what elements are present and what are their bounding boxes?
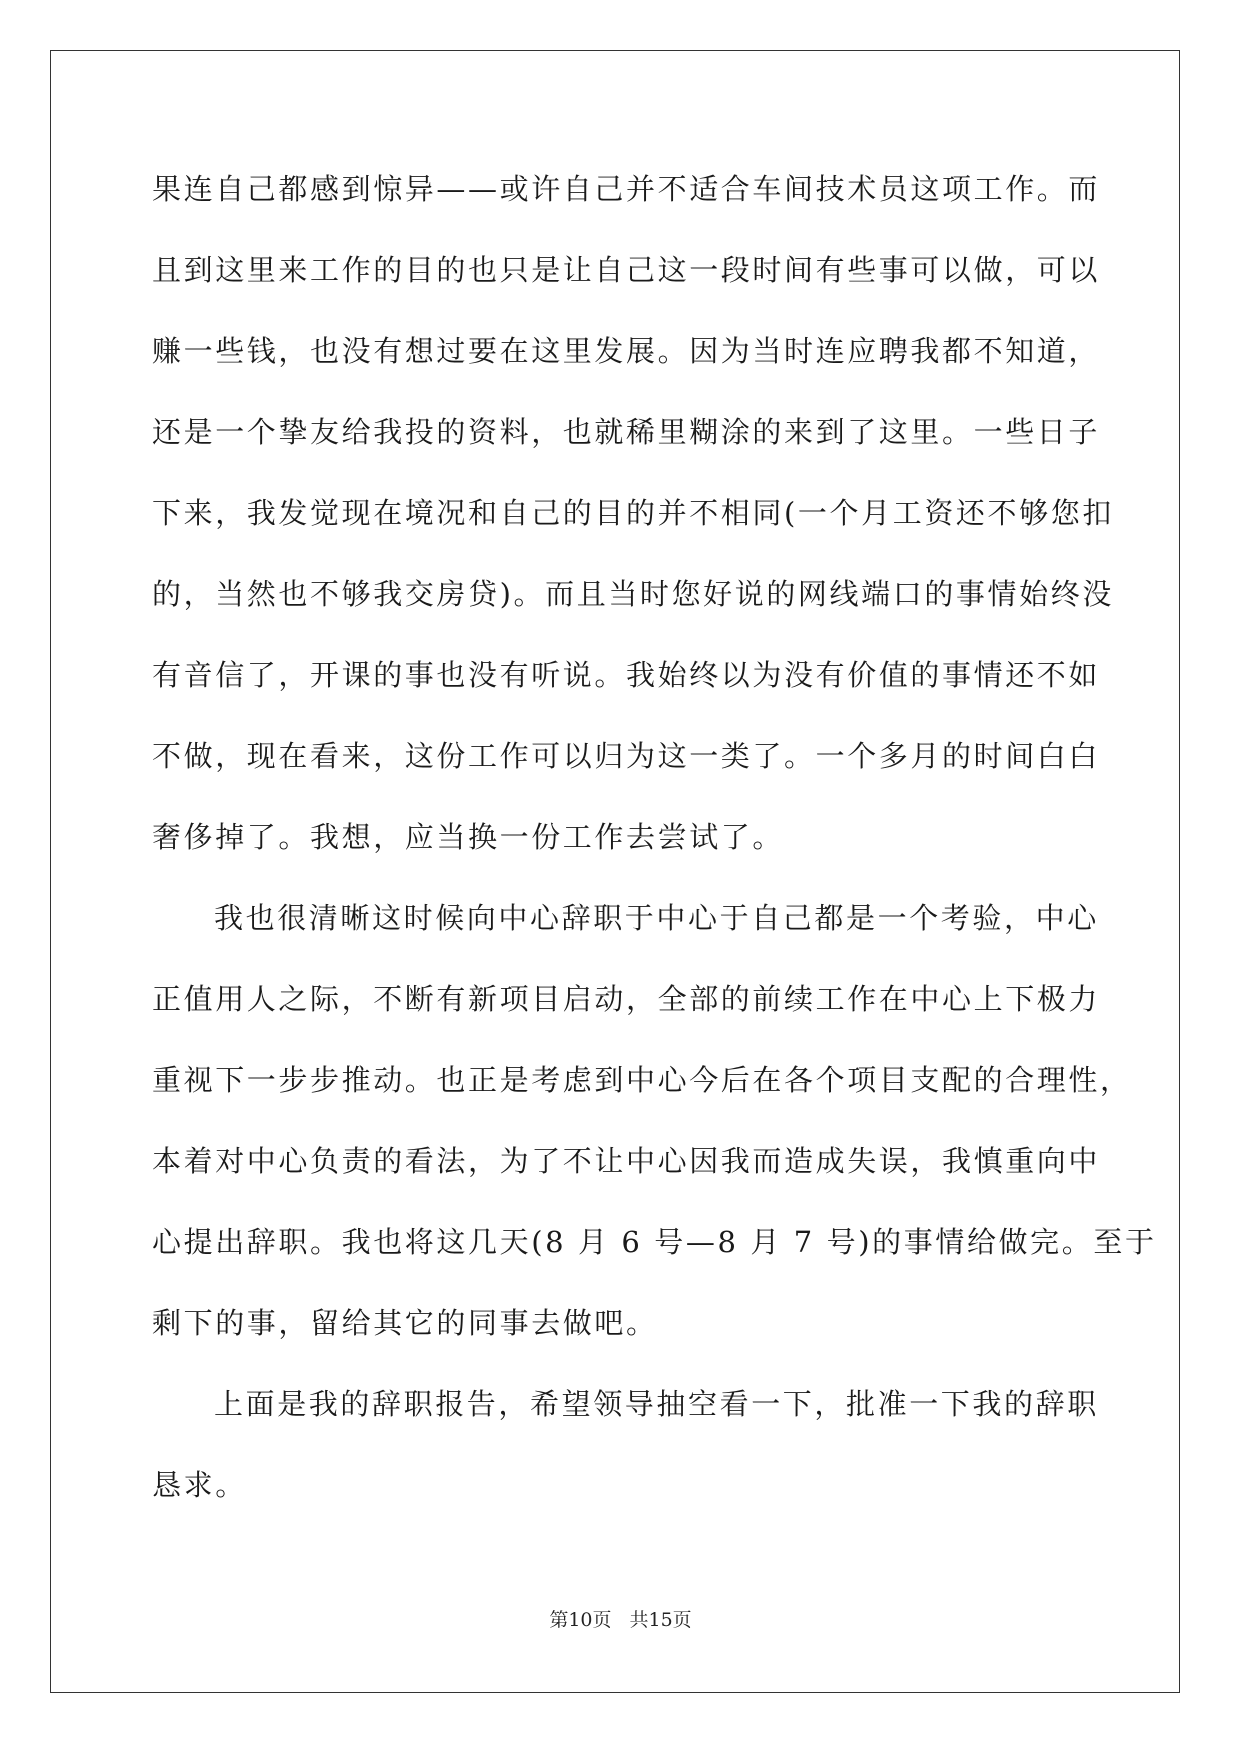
text-line: 且到这里来工作的目的也只是让自己这一段时间有些事可以做，可以: [152, 253, 1101, 287]
text-line: 重视下一步步推动。也正是考虑到中心今后在各个项目支配的合理性，: [152, 1063, 1132, 1097]
text-line: 剩下的事，留给其它的同事去做吧。: [152, 1306, 658, 1340]
text-line: 不做，现在看来，这份工作可以归为这一类了。一个多月的时间白白: [152, 739, 1101, 773]
document-body: [152, 160, 1157, 1537]
text-line: 正值用人之际，不断有新项目启动，全部的前续工作在中心上下极力: [152, 982, 1101, 1016]
page-footer: [0, 1605, 1241, 1632]
text-line: 有音信了，开课的事也没有听说。我始终以为没有价值的事情还不如: [152, 658, 1101, 692]
text-line: 心提出辞职。我也将这几天(8 月 6 号—8 月 7 号)的事情给做完。至于: [152, 1225, 1157, 1259]
text-line: 本着对中心负责的看法，为了不让中心因我而造成失误，我慎重向中: [152, 1144, 1101, 1178]
text-line: 的，当然也不够我交房贷)。而且当时您好说的网线端口的事情始终没: [152, 577, 1114, 611]
paragraph-start-line: 上面是我的辞职报告，希望领导抽空看一下，批准一下我的辞职: [214, 1387, 1099, 1421]
text-line: 下来，我发觉现在境况和自己的目的并不相同(一个月工资还不够您扣: [152, 496, 1114, 530]
total-pages-label: 共15页: [629, 1609, 692, 1631]
text-line: 果连自己都感到惊异——或许自己并不适合车间技术员这项工作。而: [152, 172, 1101, 206]
text-line: 奢侈掉了。我想，应当换一份工作去尝试了。: [152, 820, 785, 854]
paragraph-start-line: 我也很清晰这时候向中心辞职于中心于自己都是一个考验，中心: [214, 901, 1099, 935]
text-line: 还是一个挚友给我投的资料，也就稀里糊涂的来到了这里。一些日子: [152, 415, 1101, 449]
current-page-label: 第10页: [549, 1609, 612, 1631]
text-line: 赚一些钱，也没有想过要在这里发展。因为当时连应聘我都不知道，: [152, 334, 1101, 368]
text-line: 恳求。: [152, 1468, 247, 1502]
